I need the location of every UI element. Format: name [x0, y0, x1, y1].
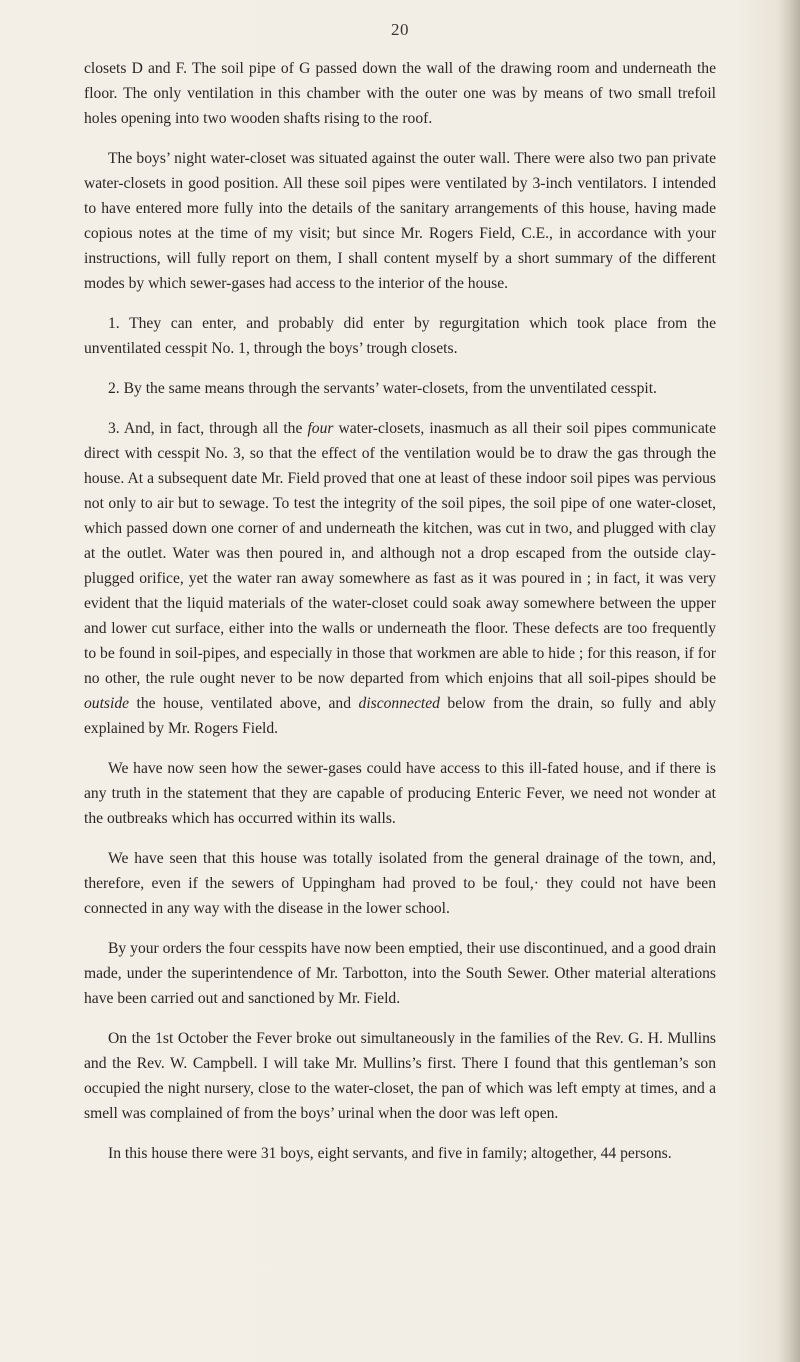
paragraph [84, 56, 716, 131]
emphasis-text: four [307, 420, 334, 437]
text-segment: below from the drain, so fully and ably explained by Mr. Rogers Field. [84, 695, 717, 737]
text-segment: the house, ventilated above, and [129, 695, 359, 712]
paragraph [84, 376, 716, 401]
text-segment: 1. They can enter, and probably did enter by regurgitation which took place from the unventilated cesspit No. 1, through the boys’ trough closets. [84, 315, 716, 357]
emphasis-text: outside [84, 695, 130, 712]
paragraph [84, 146, 716, 296]
paragraph [84, 1141, 716, 1166]
text-segment: closets D and F. The soil pipe of G passed down the wall of the drawing room and underneath the floor. The only ventilation in this chamber with the outer one was by means of two small trefoil holes opening into two wooden shafts rising to the roof. [84, 60, 716, 127]
text-segment: 3. And, in fact, through all the [108, 420, 308, 437]
paragraph [84, 846, 716, 921]
text-segment: We have seen that this house was totally isolated from the general drainage of the town, and, therefore, even if the sewers of Uppingham had proved to be foul,· they could not have been connected in any way with the disease in the lower school. [84, 850, 716, 917]
emphasis-text: disconnected [358, 695, 440, 712]
paragraph [84, 311, 716, 361]
text-segment: On the 1st October the Fever broke out simultaneously in the families of the Rev. G. H. Mullins and the Rev. W. Campbell. I will take Mr. Mullins’s first. There I found that this gentleman’s son occupied the night nursery, close to the water-closet, the pan of which was left empty at times, and a smell was complained of from the boys’ urinal when the door was left open. [84, 1030, 716, 1122]
text-segment: We have now seen how the sewer-gases could have access to this ill-fated house, and if there is any truth in the statement that they are capable of producing Enteric Fever, we need not wonder at the outbreaks which has occurred within its walls. [84, 760, 716, 827]
paragraph [84, 416, 716, 741]
text-segment: 2. By the same means through the servants’ water-closets, from the unventilated cesspit. [108, 380, 657, 397]
text-segment: The boys’ night water-closet was situated against the outer wall. There were also two pan private water-closets in good position. All these soil pipes were ventilated by 3-inch ventilators. I intended to have entered more fully into the details of the sanitary arrangements of this house, having made copious notes at the time of my visit; but since Mr. Rogers Field, C.E., in accordance with your instructions, will fully report on them, I shall content myself by a short summary of the different modes by which sewer-gases had access to the interior of the house. [84, 150, 716, 292]
text-segment: water-closets, inasmuch as all their soil pipes communicate direct with cesspit No. 3, so that the effect of the ventilation would be to draw the gas through the house. At a subsequent date Mr. Field proved that one at least of these indoor soil pipes was pervious not only to air but to sewage. To test the integrity of the soil pipes, the soil pipe of one water-closet, which passed down one corner of and underneath the kitchen, was cut in two, and plugged with clay at the outlet. Water was then poured in, and although not a drop escaped from the outside clay-plugged orifice, yet the water ran away somewhere as fast as it was poured in ; in fact, it was very evident that the liquid materials of the water-closet could soak away somewhere between the upper and lower cut surface, either into the walls or underneath the floor. These defects are too frequently to be found in soil-pipes, and especially in those that workmen are able to hide ; for this reason, if for no other, the rule ought never to be now departed from which enjoins that all soil-pipes should be [84, 420, 716, 687]
paragraph [84, 1026, 716, 1126]
body-text [84, 56, 716, 1181]
page-edge-shadow [778, 0, 800, 1362]
paragraph [84, 936, 716, 1011]
text-segment: By your orders the four cesspits have now been emptied, their use discontinued, and a good drain made, under the superintendence of Mr. Tarbotton, into the South Sewer. Other material alterations have been carried out and sanctioned by Mr. Field. [84, 940, 716, 1007]
text-segment: In this house there were 31 boys, eight servants, and five in family; altogether, 44 persons. [108, 1145, 672, 1162]
paragraph [84, 756, 716, 831]
page-number: 20 [391, 20, 409, 39]
